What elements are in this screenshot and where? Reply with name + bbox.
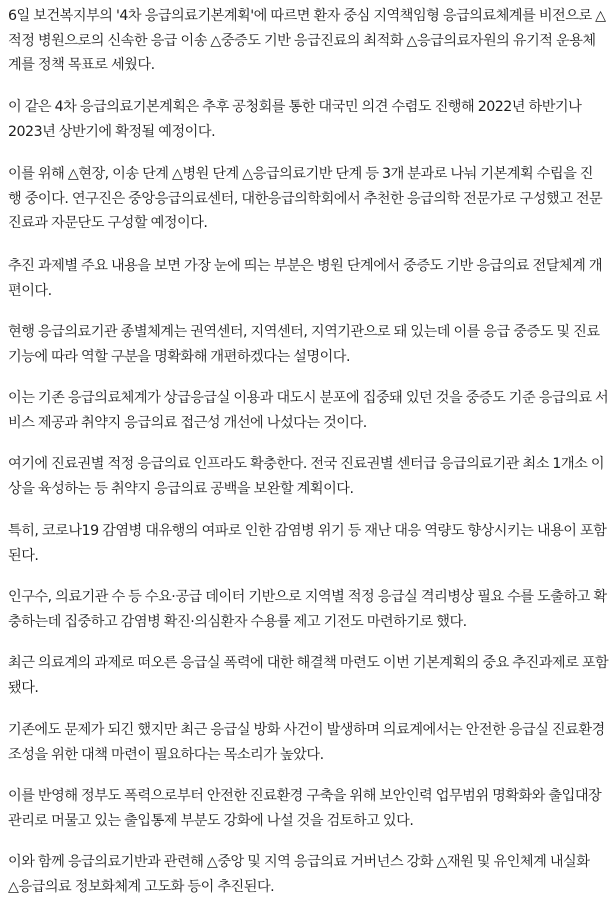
paragraph-line: 기능에 따라 역할 구분을 명확화해 개편하겠다는 설명이다. <box>8 348 350 365</box>
paragraph-line: 이는 기존 응급의료체계가 상급응급실 이용과 대도시 분포에 집중돼 있던 것을 중증도 기준 응급의료 서 <box>8 390 609 406</box>
paragraph-line: 행 중이다. 연구진은 중앙응급의료센터, 대한응급의학회에서 추천한 응급의학 전문가로 구성했고 전문 <box>8 190 603 207</box>
paragraph-line: 이와 함께 응급의료기반과 관련해 △중앙 및 지역 응급의료 거버넌스 강화 △재원 및 유인체계 내실화 <box>8 854 590 870</box>
paragraph-line: 6일 보건복지부의 '4차 응급의료기본계획'에 따르면 환자 중심 지역책임형 응급의료체계를 비전으로 △ <box>8 8 606 24</box>
paragraph-line: 비스 제공과 취약지 응급의료 접근성 개선에 나섰다는 것이다. <box>8 414 367 431</box>
paragraph-8 <box>8 519 612 568</box>
paragraph-9 <box>8 585 612 634</box>
paragraph-line: 됐다. <box>8 679 39 696</box>
paragraph-line: 최근 의료계의 과제로 떠오른 응급실 폭력에 대한 해결책 마련도 이번 기본계획의 중요 추진과제로 포함 <box>8 655 609 671</box>
paragraph-7 <box>8 452 612 501</box>
paragraph-line: 관리로 머물고 있는 출입통제 부분도 강화에 나설 것을 검토하고 있다. <box>8 812 414 829</box>
paragraph-line: 충하는데 집중하고 감염병 확진·의심환자 수용률 제고 기전도 마련하기로 했다. <box>8 613 467 630</box>
paragraph-10 <box>8 651 612 700</box>
paragraph-line: 인구수, 의료기관 수 등 수요·공급 데이터 기반으로 지역별 적정 응급실 격리병상 필요 수를 도출하고 확 <box>8 589 607 605</box>
paragraph-2 <box>8 95 612 144</box>
paragraph-12 <box>8 784 612 833</box>
paragraph-line: 이 같은 4차 응급의료기본계획은 추후 공청회를 통한 대국민 의견 수렴도 진행해 2022년 하반기나 <box>8 99 582 115</box>
paragraph-4 <box>8 254 612 303</box>
paragraph-line: 추진 과제별 주요 내용을 보면 가장 눈에 띄는 부분은 병원 단계에서 중증도 기반 응급의료 전달체계 개 <box>8 258 603 274</box>
paragraph-3 <box>8 162 612 236</box>
paragraph-13 <box>8 850 612 899</box>
paragraph-6 <box>8 386 612 435</box>
paragraph-line: 현행 응급의료기관 종별체계는 권역센터, 지역센터, 지역기관으로 돼 있는데 이를 응급 중증도 및 진료 <box>8 324 600 340</box>
paragraph-line: 적정 병원으로의 신속한 응급 이송 △중증도 기반 응급진료의 최적화 △응급의료자원의 유기적 운용체 <box>8 32 596 49</box>
paragraph-line: 된다. <box>8 547 39 564</box>
paragraph-line: 특히, 코로나19 감염병 대유행의 여파로 인한 감염병 위기 등 재난 대응 역량도 향상시키는 내용이 포함 <box>8 523 607 539</box>
paragraph-11 <box>8 718 612 767</box>
paragraph-line: 계를 정책 목표로 세웠다. <box>8 57 155 73</box>
paragraph-line: 2023년 상반기에 확정될 예정이다. <box>8 123 216 140</box>
paragraph-line: 이를 반영해 정부도 폭력으로부터 안전한 진료환경 구축을 위해 보안인력 업무범위 명확화와 출입대장 <box>8 788 602 804</box>
paragraph-line: 이를 위해 △현장, 이송 단계 △병원 단계 △응급의료기반 단계 등 3개 분과로 나눠 기본계획 수립을 진 <box>8 166 594 182</box>
paragraph-line: 기존에도 문제가 되긴 했지만 최근 응급실 방화 사건이 발생하며 의료계에서는 안전한 응급실 진료환경 <box>8 722 605 738</box>
paragraph-5 <box>8 320 612 369</box>
paragraph-line: 여기에 진료권별 적정 응급의료 인프라도 확충한다. 전국 진료권별 센터급 응급의료기관 최소 1개소 이 <box>8 456 605 472</box>
paragraph-1 <box>8 4 612 78</box>
paragraph-line: 진료과 자문단도 구성할 예정이다. <box>8 215 208 231</box>
paragraph-line: 상을 육성하는 등 취약지 응급의료 공백을 보완할 계획이다. <box>8 480 354 497</box>
paragraph-line: △응급의료 정보화체계 고도화 등이 추진된다. <box>8 878 275 895</box>
paragraph-line: 편이다. <box>8 282 52 299</box>
paragraph-line: 조성을 위한 대책 마련이 필요하다는 목소리가 높았다. <box>8 746 324 763</box>
